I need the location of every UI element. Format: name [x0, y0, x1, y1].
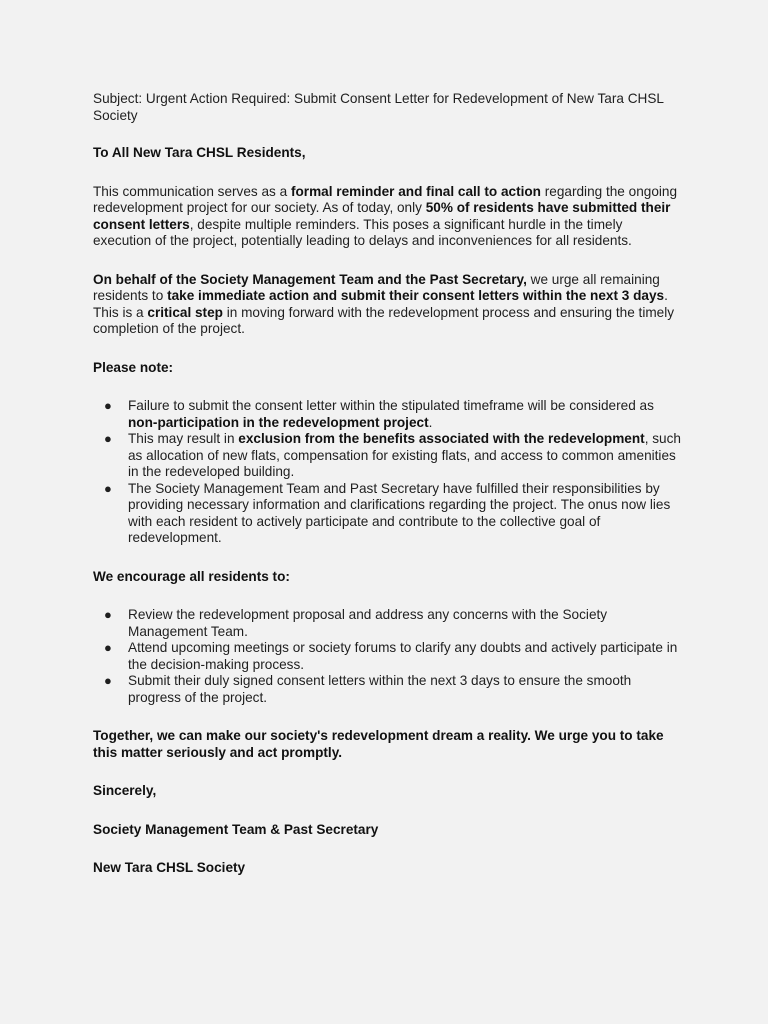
bullet-icon: ●: [104, 480, 112, 496]
paragraph-reminder: [93, 184, 683, 250]
paragraph-text: regarding the ongoing redevelopment project for our society. As of today, only: [93, 183, 678, 215]
signoff: [93, 783, 683, 800]
bullet-icon: ●: [104, 607, 112, 622]
paragraph-text: in moving forward with the redevelopment process and ensuring the timely completion of the project.: [93, 304, 675, 336]
list-item: [93, 673, 683, 706]
emphasis-text: formal reminder and final call to action: [290, 183, 541, 199]
signature-text: Society Management Team & Past Secretary: [93, 821, 379, 837]
emphasis-text: take immediate action and submit their consent letters within the next 3 days: [167, 288, 665, 303]
paragraph-urge: [93, 272, 683, 338]
list-item: [93, 481, 683, 547]
heading-text: Please note:: [93, 359, 174, 375]
encourage-heading: [93, 569, 683, 586]
encourage-list: [93, 607, 683, 706]
item-text: .: [428, 414, 433, 430]
letter-body: [93, 91, 683, 899]
bullet-icon: ●: [104, 673, 112, 688]
item-text: Review the redevelopment proposal and address any concerns with the Society Management Team.: [128, 607, 608, 639]
list-item: [93, 607, 683, 640]
bullet-icon: ●: [104, 640, 112, 655]
paragraph-text: This communication serves as a: [93, 183, 291, 199]
heading-text: We encourage all residents to:: [93, 568, 290, 584]
bullet-icon: ●: [104, 398, 112, 413]
item-text: , such as allocation of new flats, compensation for existing flats, and access to common amenities in the redeveloped building.: [128, 431, 681, 479]
closing-text: Together, we can make our society's redevelopment dream a reality. We urge you to take this matter seriously and act promptly.: [93, 728, 664, 760]
bullet-icon: ●: [104, 431, 112, 446]
paragraph-text: . This is a: [93, 288, 668, 320]
emphasis-text: critical step: [147, 304, 223, 320]
item-text: Failure to submit the consent letter within the stipulated timeframe will be considered as: [128, 398, 654, 413]
signoff-text: Sincerely,: [93, 783, 157, 798]
society-text: New Tara CHSL Society: [93, 860, 246, 875]
subject-line: Subject: Urgent Action Required: Submit Consent Letter for Redevelopment of New Tara CHSL Society: [93, 91, 664, 123]
notes-list: [93, 398, 683, 547]
item-text: Submit their duly signed consent letters within the next 3 days to ensure the smooth progress of the project.: [128, 673, 632, 705]
emphasis-text: 50% of residents have submitted their consent letters: [93, 200, 671, 232]
greeting: [93, 145, 683, 162]
item-text: This may result in: [128, 431, 239, 446]
emphasis-text: non-participation in the redevelopment project: [128, 414, 429, 430]
please-note-heading: [93, 360, 683, 377]
list-item: [93, 398, 683, 431]
closing-paragraph: [93, 728, 683, 761]
item-text: The Society Management Team and Past Secretary have fulfilled their responsibilities by providing necessary information and clarifications regarding the project. The onus now lies with each resident to actively participate and contribute to the collective goal of redevelopment.: [128, 480, 671, 545]
paragraph-text: we urge all remaining residents to: [93, 271, 660, 303]
emphasis-text: exclusion from the benefits associated with the redevelopment: [238, 431, 645, 446]
list-item: [93, 431, 683, 481]
emphasis-text: On behalf of the Society Management Team and the Past Secretary,: [93, 271, 527, 287]
item-text: Attend upcoming meetings or society forums to clarify any doubts and actively participate in the decision-making process.: [128, 640, 678, 672]
list-item: [93, 640, 683, 673]
greeting-text: To All New Tara CHSL Residents,: [93, 145, 306, 160]
signature: [93, 822, 683, 839]
paragraph-text: , despite multiple reminders. This poses a significant hurdle in the timely execution of the project, potentially leading to delays and inconveniences for all residents.: [93, 216, 632, 248]
society-name: [93, 860, 683, 877]
